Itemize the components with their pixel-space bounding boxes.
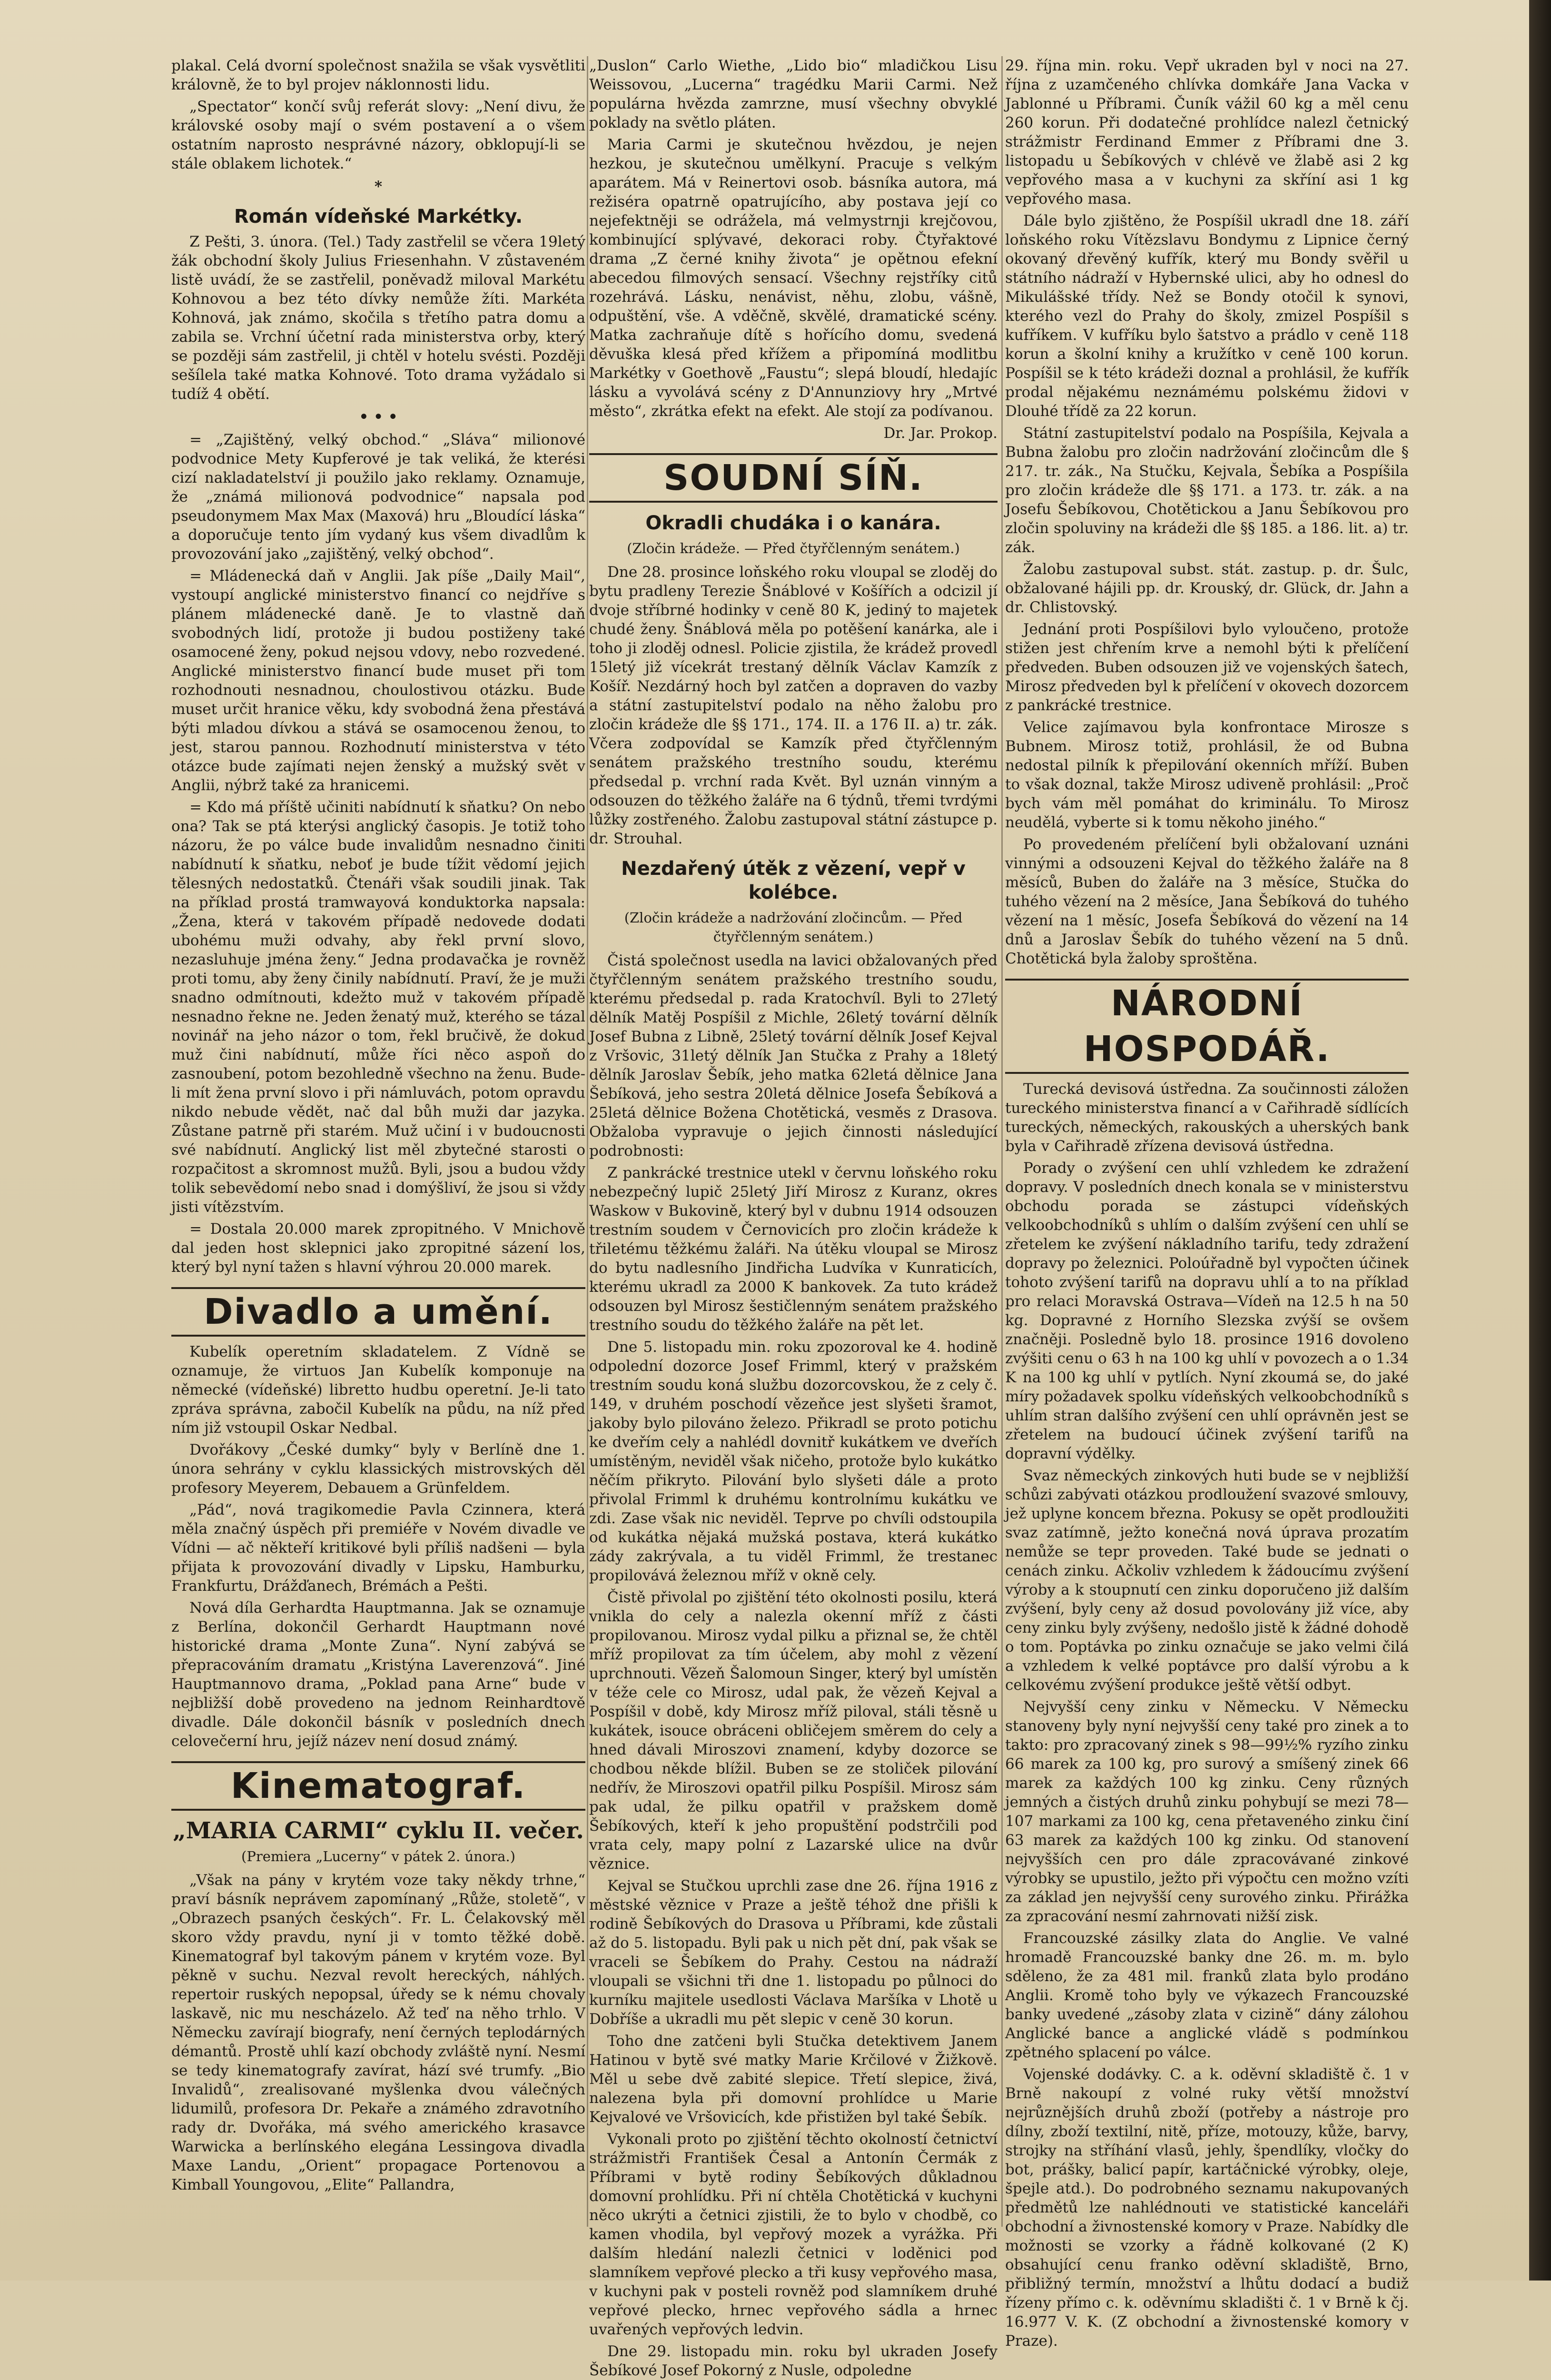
article-text: = Kdo má příště učiniti nabídnutí k sňatku? On nebo ona? Tak se ptá kterýsi anglický časopis. Je totiž toho názoru, že po válce bude invalidům nesnadno činiti nabídnutí k sňatku, neboť je bude tížit vědomí jejich tělesných nedostatků. Čtenáři však soudili jinak. Tak na příklad prostá tramwayová konduktorka napsala: „Žena, která v takovém případě nedovede dodati ubohému muži odvahy, aby řekl první slovo, nezasluhuje jména ženy.“ Jedna prodavačka je rovněž proti tomu, aby ženy činily nabídnutí. Praví, že je muži snadno odmítnouti, kdežto muž v takovém případě nesnadno řekne ne. Jeden ženatý muž, kterého se tázal novinář na jeho názor o tom, řekl bručivě, že dokud muž čini nabídnutí, může říci něco aspoň do zasnoubení, potom bezohledně všechno na ženu. Bude-li mít žena první slovo i při námluvách, potom opravdu nikdo nebude vědět, nač dal bůh muži dar jazyka. Zůstane patrně při starém. Muž učiní i v budoucnosti své nabídnutí. Anglický list měl zbytečné starosti o rozpačitost a skromnost mužů. Byli, jsou a budou vždy tolik sebevědomí nebo snad i domýšliví, že jsou si vždy jisti vítězstvím. [171,799,585,1216]
news-item: „Pád“, nová tragikomedie Pavla Czinnera, která měla značný úspěch při premiéře v Novém divadle ve Vídni — ač někteří kritikové byli příliš nadšeni — byla přijata k provozování divadly v Lipsku, Hamburku, Frankfurtu, Drážďanech, Brémách a Pešti. [171,1501,585,1595]
section-banner-narodni: NÁRODNÍ HOSPODÁŘ. [1005,979,1409,1074]
article-text: Kejval se Stučkou uprchli zase dne 26. října 1916 z městské věznice v Praze a ještě téhož dne přišli k rodině Šebíkových do Drasova u Příbrami, kde zůstali až do 5. listopadu. Byli pak u nich pět dní, pak však se vraceli se Šebíkem do Prahy. Cestou na nádraží vloupali se všichni tři dne 1. listopadu po půlnoci do kurníku majitele usedlosti Václava Maršíka v Lhotě u Dobříše a ukradli mu pět slepic v ceně 30 korun. [589,1877,998,2028]
article-text: Toho dne zatčeni byli Stučka detektivem Janem Hatinou v bytě své matky Marie Krčilové v Žižkově. Měl u sebe dvě zabité slepice. Třetí slepice, živá, nalezena byla při domovní prohlídce u Marie Kejvalové ve Vršovicích, kde přistižen byl také Šebík. [589,2033,998,2126]
article-text: Porady o zvýšení cen uhlí vzhledem ke zdražení dopravy. V posledních dnech konala se v ministerstvu obchodu porada se zástupci vídeňských velkoobchodníků s uhlím o dalším zvýšení cen uhlí se zřetelem ke zvýšení nákladního tarifu, tedy zdražení dopravy po železnici. Poloúřadně byl vypočten účinek tohoto zvýšení tarifů na dopravu uhlí a to na příklad pro relaci Moravská Ostrava—Vídeň na 12.5 h na 50 kg. Dopravné z Horního Slezska zvýší se ovšem značněji. Posledně bylo 18. prosince 1916 dovoleno zvýšiti cenu o 63 h na 100 kg uhlí v povozech a o 1.34 K na 100 kg uhlí v pytlích. Nyní zkoumá se, do jaké míry požadavek spolku vídeňských velkoobchodníků s uhlím stran dalšího zvýšení cen uhlí oprávněn jest se zřetelem na budoucí účinek zvýšení tarifů na dopravní výdělky. [1005,1160,1409,1462]
separator-star: * [374,178,383,195]
column-right [1005,56,1409,2350]
article-text: = Mládenecká daň v Anglii. Jak píše „Daily Mail“, vystoupí anglické ministerstvo financí co nejdříve s plánem mládenecké daně. Je to vlastně daň svobodných lidí, protože ji budou postiženy také osamocené ženy, pokud nejsou vdovy, nebo rozvedené. Anglické ministerstvo financí bude muset při tom rozhodnouti nesnadnou, choulostivou otázku. Bude muset určit hranice věku, kdy svobodná žena přestává býti mladou dívkou a stává se osamocenou ženou, to jest, starou pannou. Rozhodnutí ministerstva v této otázce bude zajímati nejen ženský a mužský svět v Anglii, nýbrž také za hranicemi. [171,567,585,794]
article-text: Maria Carmi je skutečnou hvězdou, je nejen hezkou, je skutečnou umělkyní. Pracuje s velkým aparátem. Má v Reinertovi osob. básníka autora, má režiséra opatrně opatrujícího, aby postava její co nejefektněji se odrážela, má velmystrnji krejčovou, kombinující splývavé, dekoraci roby. Čtyřaktové drama „Z černé knihy života“ je opětnou efekní abecedou filmových sensací. Všechny rejstříky citů rozehrává. Lásku, nenávist, něhu, zlobu, vášně, odpuštění, vše. A vděčně, skvělé, dramatické scény. Matka zachraňuje dítě s hořícího domu, svedená děvuška klesá před křížem a připomíná modlitbu Markétky v Goethově „Faustu“; slepá bloudí, hledajíc lásku a vyvolává scény z D'Annunziovy hry „Mrtvé město“, zkrátka efekt na efekt. Ale stojí za podívanou. [589,136,998,420]
article-text: Velice zajímavou byla konfrontace Mirosze s Bubnem. Mirosz totiž, prohlásil, že od Bubna nedostal pilník k přepilování okenních mříží. Buben to však doznal, takže Mirosz udiveně prohlásil: „Proč bych vám měl pomáhat do kriminálu. To Mirosz neudělá, vyberte si k tomu někoho jiného.“ [1005,719,1409,831]
article-text: Po provedeném přelíčení byli obžalovaní uznáni vinnými a odsouzeni Kejval do těžkého žaláře na 8 měsíců, Buben do žaláře na 3 měsíce, Stučka do tuhého vězení na 2 měsíce, Jana Šebíková do tuhého vězení na 1 měsíc, Josefa Šebíková do vězení na 14 dnů a Jaroslav Šebík do tuhého vězení na 5 dnů. Chotětická byla žaloby sproštěna. [1005,836,1409,967]
article-text: Turecká devisová ústředna. Za součinnosti záložen tureckého ministerstva financí a v Cařihradě sídlících tureckých, německých, rakouských a uherských bank byla v Cařihradě zřízena devisová ústředna. [1005,1081,1409,1155]
separator-dots: • • • [359,408,398,426]
news-item: Nová díla Gerhardta Hauptmanna. Jak se oznamuje z Berlína, dokončil Gerhardt Hauptmann nové historické drama „Monte Zuna“. Nyní zabývá se přepracováním dramatu „Kristýna Laverenzová“. Jiné Hauptmannovo drama, „Poklad pana Arne“ bude v nejbližší době provedeno na jednom Reinhardtově divadle. Dále dokončil básník v posledních dnech celovečerní hru, jejíž název není dosud známý. [171,1599,585,1750]
article-heading: Nezdařený útěk z vězení, vepř v kolébce. [621,858,966,903]
article-text: Dne 5. listopadu min. roku zpozoroval ke 4. hodině odpolední dozorce Josef Frimml, který v pražském trestním soudu koná službu dozorcovskou, že z cely č. 149, v druhém poschodí vězeňce jest slyšeti šramot, jakoby bylo pilováno železo. Přikradl se proto potichu ke dveřím cely a nahlédl dovnitř kukátkem ve dveřích umístěným, neviděl však ničeho, protože bylo kukátko něčím přikryto. Pilování bylo slyšeti dále a proto přivolal Frimml k druhému kontrolnímu kukátku ve zdi. Zase však nic neviděl. Teprve po chvíli odstoupila od kukátka nějaká mužská postava, která kukátko zády zakrývala, a tu viděl Frimml, že trestanec propilovává železnou mříž v okně cely. [589,1339,998,1584]
article-text: Vojenské dodávky. C. a k. oděvní skladiště č. 1 v Brně nakoupí z volné ruky větší množství nejrůznějších druhů zboží (potřeby a nástroje pro dílny, zboží textilní, nitě, příze, motouzy, kůže, barvy, strojky na stříhání vlasů, jehly, špendlíky, vločky do bot, prášky, balicí papír, kartáčnické výrobky, oleje, špejle atd.). Do podrobného seznamu nakupovaných předmětů lze nahlédnouti ve statistické kanceláři obchodní a živnostenské komory v Praze. Nabídky dle možnosti se vzorky a řádně kolkované (2 K) obsahující cenu franko oděvní skladiště, Brno, přibližný termín, množství a lhůtu dodací a budiž řízeny přímo c. k. oděvnímu skladišti č. 1 v Brně k čj. 16.977 V. K. (Z obchodní a živnostenské komory v Praze). [1005,2066,1409,2350]
news-item: Kubelík operetním skladatelem. Z Vídně se oznamuje, že virtuos Jan Kubelík komponuje na německé (vídeňské) libretto hudbu operetní. Je-li tato zpráva správna, zabočil Kubelík na půdu, na níž před ním již vstoupil Oskar Nedbal. [171,1343,585,1437]
article-text: Státní zastupitelství podalo na Pospíšila, Kejvala a Bubna žalobu pro zločin nadržování zločincům dle § 217. tr. zák., Na Stučku, Kejvala, Šebíka a Pospíšila pro zločin krádeže dle §§ 171. a 173. tr. zák. a na Josefu Šebíkovou, Chotětickou a Janu Šebíkovou pro zločin spoluviny na krádeži dle §§ 185. a 186. lit. a) tr. zák. [1005,425,1409,556]
article-signature: Dr. Jar. Prokop. [883,425,998,442]
article-text: Vykonali proto po zjištění těchto okolností četnictví strážmistři František Česal a Antonín Čermák z Příbrami v bytě rodiny Šebíkových důkladnou domovní prohlídku. Při ní chtěla Chotětická v kuchyni něco ukrýti a četnici zjistili, že to bylo v chodbě, co kamen vhodila, byl vepřový mozek a vyrážka. Při dalším hledání nalezli četnici v loděnici pod slamníkem vepřové plecko a tři kusy vepřového masa, v kuchyni pak v posteli rovněž pod slamníkem druhé vepřové plecko, hrnec vepřového sádla a hrnec uvařených vepřových ledvin. [589,2131,998,2338]
article-text: Dne 29. listopadu min. roku byl ukraden Josefy Šebíkové Josef Pokorný z Nusle, odpoledne [589,2343,998,2379]
article-text: = Dostala 20.000 marek zpropitného. V Mnichově dal jeden host sklepnici jako zpropitné sázení los, který byl nyní tažen s hlavní výhrou 20.000 marek. [171,1220,585,1276]
article-text: „Spectator“ končí svůj referát slovy: „Není divu, že královské osoby mají o svém postavení a o všem ostatním naprosto nesprávné názory, obklopují-li se stále oblakem lichotek.“ [171,98,585,172]
article-subheading: (Zločin krádeže. — Před čtyřčlenným senátem.) [627,540,960,556]
article-text: Čistá společnost usedla na lavici obžalovaných před čtyřčlenným senátem pražského trestního soudu, kterému předsedal p. rada Kratochvíl. Byli to 27letý dělník Matěj Pospíšil z Michle, 26letý tovární dělník Josef Bubna z Libně, 25letý tovární dělník Josef Kejval z Vršovic, 31letý dělník Jan Stučka z Prahy a 18letý dělník Jaroslav Šebík, jeho matka 62letá dělnice Jana Šebíková, jeho sestra 20letá dělnice Josefa Šebíková a 25letá dělnice Božena Chotětická, vesměs z Drasova. Obžaloba vypravuje o jejich činnosti následující podrobnosti: [589,952,998,1160]
article-subheading: (Zločin krádeže a nadržování zločincům. — Před čtyřčlenným senátem.) [624,910,963,945]
article-text: Jednání proti Pospíšilovi bylo vyloučeno, protože stižen jest chřením krve a nemohl býti k přelíčení předveden. Buben odsouzen již ve vojenských šatech, Mirosz předveden byl k přelíčení v okovech dozorcem z pankrácké trestnice. [1005,621,1409,714]
article-text: Z Pešti, 3. února. (Tel.) Tady zastřelil se včera 19letý žák obchodní školy Julius Friesenhahn. V zůstaveném listě uvádí, že se zastřelil, poněvadž miloval Markétu Kohnovou a bez této dívky nemůže žíti. Markéta Kohnová, jak známo, skočila s třetího patra domu a zabila se. Vrchní účetní rada ministerstva orby, který se později sám zastřelil, ji chtěl v hotelu svésti. Později sešílela také matka Kohnové. Toto drama vyžádalo si tudíž 4 obětí. [171,233,585,403]
column-rule [1001,56,1003,2227]
column-rule [587,56,588,2227]
section-banner-divadlo: Divadlo a umění. [171,1287,585,1337]
article-heading: Okradli chudáka i o kanára. [645,512,941,534]
article-text: 29. října min. roku. Vepř ukraden byl v noci na 27. října z uzamčeného chlívka domkáře Jana Vacka v Jablonné u Příbrami. Čuník vážil 60 kg a měl cenu 260 korun. Při dodatečné prohlídce nalezl četnický strážmistr Ferdinand Emmer z Příbrami dne 3. listopadu u Šebíkových v chlévě ve žlabě asi 2 kg vepřového masa a v kuchyni za skříní asi 1 kg vepřového masa. [1005,57,1409,208]
section-banner-soudni: SOUDNÍ SÍŇ. [589,453,998,503]
column-middle [589,56,998,2379]
article-heading: „MARIA CARMI“ cyklu II. večer. [173,1817,584,1844]
article-text: Dále bylo zjištěno, že Pospíšil ukradl dne 18. září loňského roku Vítězslavu Bondymu z Lipnice černý okovaný dřevěný kufřík, který mu Bondy svěřil u státního nádraží v Hybernské ulici, aby ho odnesl do Mikulášské třídy. Než se Bondy otočil k synovi, kterého vezl do Prahy do školy, zmizel Pospíšil s kufříkem. V kufříku bylo šatstvo a prádlo v ceně 118 korun a školní knihy a kružítko v ceně 100 korun. Pospíšil se k této krádeži doznal a prohlásil, že kufřík prodal nějakému neznámému polskému židovi v Dlouhé třídě za 22 korun. [1005,212,1409,420]
article-text: Z pankrácké trestnice utekl v červnu loňského roku nebezpečný lupič 25letý Jiří Mirosz z Kuranz, okres Waskow v Bukovině, který byl v dubnu 1914 odsouzen trestním soudem v Černovicích pro zločin krádeže k třiletému těžkému žaláři. Na útěku vloupal se Mirosz do bytu nadlesního Jindřicha Ludvíka v Kunraticích, kterému ukradl za 2000 K bankovek. Za tuto krádež odsouzen byl Mirosz šestičlenným senátem pražského trestního soudu do těžkého žaláře na pět let. [589,1164,998,1334]
article-text: „Duslon“ Carlo Wiethe, „Lido bio“ mladičkou Lisu Weissovou, „Lucerna“ tragédku Marii Carmi. Než populárna hvězda zamrzne, musí všechny obvyklé poklady na světlo pláten. [589,57,998,131]
section-banner-kinematograf: Kinematograf. [171,1761,585,1811]
article-text: „Však na pány v krytém voze taky někdy trhne,“ praví básník neprávem zapomínaný „Růže, stoletě“, v „Obrazech psaných českých“. Fr. L. Čelakovský měl skoro vždy pravdu, nyní ji v tomto těžké době. Kinematograf byl takovým pánem v krytém voze. Byl pěkně v suchu. Nezval revolt hereckých, náhlých. repertoir ruských nepopsal, úředy se k nému chovaly laskavě, nic mu nescházelo. Až teď na něho trhlo. V Německu zavírají biografy, není černých teplodárných démantů. Prostě uhlí kazí obchody zvláště nyní. Nesmí se tedy kinematografy zavírat, hází své trumfy. „Bio Invalidů“, zrealisované myšlenka dvou válečných lidumilů, profesora Dr. Pekaře a známého zdravotního rady dr. Dvořáka, má svého amerického krasavce Warwicka a berlínského elegána Lessingova divadla Maxe Landu, „Orient“ propagace Portenovou a Kimball Youngovou, „Elite“ Pallandra, [171,1872,585,2193]
article-text: Francouzské zásilky zlata do Anglie. Ve valné hromadě Francouzské banky dne 26. m. m. bylo sděleno, že za 481 mil. franků zlata bylo prodáno Anglii. Kromě toho byly ve výkazech Francouzské banky uvedené „zásoby zlata v cizině“ dány zálohou Anglické bance a anglické vládě s podmínkou zpětného splacení po válce. [1005,1930,1409,2061]
article-text: Svaz německých zinkových huti bude se v nejbližší schůzi zabývati otázkou prodloužení svazové smlouvy, jež uplyne koncem března. Pokusy se opět prodloužiti svaz zatímně, ježto konečná nová úprava prozatím nemůže se tepr proveden. Také bude se jednati o cenách zinku. Ačkoliv vzhledem k žádoucímu zvýšení výroby a k stoupnutí cen zinku doporučeno již dalším zvýšení, byly ceny až dosud povolovány již více, aby ceny zinku byly zvýšeny, nedošlo jistě k žádné dohodě o tom. Poptávka po zinku označuje se jako velmi čilá a vzhledem k velké poptávce pro další výrobu a k celkovému zvýšení produkce ještě větší odbyt. [1005,1467,1409,1694]
article-text: = „Zajištěný, velký obchod.“ „Sláva“ milionové podvodnice Mety Kupferové je tak veliká, že kterési cizí nakladatelství ji použilo jako reklamy. Oznamuje, že „známá milionová podvodnice“ napsala pod pseudonymem Max Max (Maxová) hru „Bloudící láska“ a doporučuje tento jím vydaný kus všem divadlům k provozování jako „zajištěný, velký obchod“. [171,431,585,563]
news-item: Dvořákovy „České dumky“ byly v Berlíně dne 1. února sehrány v cyklu klassických mistrovských děl profesory Meyerem, Debauem a Grünfeldem. [171,1441,585,1497]
column-left [171,56,585,2227]
article-text: Dne 28. prosince loňského roku vloupal se zloděj do bytu pradleny Terezie Šnáblové v Košířích a odcizil jí dvoje stříbrné hodinky v ceně 80 K, jediný to majetek chudé ženy. Šnáblová měla po potěšení kanárka, ale i toho ji zloděj odnesl. Policie zjistila, že krádež provedl 15letý již vícekrát trestaný dělník Václav Kamzík z Košíř. Nezdárný hoch byl zatčen a dopraven do vazby a státní zastupitelství podalo na něho žalobu pro zločin krádeže dle §§ 171., 174. II. a 176 II. a) tr. zák. Včera zodpovídal se Kamzík před čtyřčlenným senátem pražského trestního soudu, kterému předsedal p. vrchní rada Květ. Byl uznán vinným a odsouzen do těžkého žaláře na 6 týdnů, třemi tvrdými lůžky zostřeného. Žalobu zastupoval státní zástupce p. dr. Strouhal. [589,564,998,847]
article-text: Žalobu zastupoval subst. stát. zastup. p. dr. Šulc, obžalované hájili pp. dr. Krouský, dr. Glück, dr. Jahn a dr. Chlistovský. [1005,561,1409,616]
article-subheading: (Premiera „Lucerny“ v pátek 2. února.) [241,1848,515,1864]
article-text: Nejvyšší ceny zinku v Německu. V Německu stanoveny byly nyní nejvyšší ceny také pro zinek a to takto: pro zpracovaný zinek s 98—99½% ryzího zinku 66 marek za 100 kg, pro surový a smíšený zinek 66 marek za každých 100 kg zinku. Ceny různých jemných a čistých druhů zinku pohybují se mezi 78—107 markami za 100 kg, cena přetaveného zinku činí 63 marek za každých 100 kg zinku. Od stanovení nejvyšších cen pro dále zpracovávané zinkové výrobky se upustilo, ježto při výpočtu cen možno vzíti za základ jen nejvyšší ceny surového zinku. Přirážka za zpracování nesmí zahrnovati nižší zisk. [1005,1698,1409,1925]
page-edge [1529,0,1551,2281]
article-text: plakal. Celá dvorní společnost snažila se však vysvětliti královně, že to byl projev náklonnosti lidu. [171,57,585,93]
article-text: Čistě přivolal po zjištění této okolnosti posilu, která vnikla do cely a nalezla okenní mříž z části propilovanou. Mirosz vydal pilku a přiznal se, že chtěl mříž propilovat za tím účelem, aby mohl z vězení uprchnouti. Vězeň Šalomoun Singer, který byl umístěn v téže cele co Mirosz, udal pak, že vězeň Kejval a Pospíšil v době, kdy Mirosz mříž piloval, stáli těsně u kukátek, isouce obráceni obličejem směrem do cely a hned dávali Miroszovi znamení, kdyby dozorce se chodbou někde blížil. Buben se ze stoliček pilování nedřív, že Miroszovi opatřil pilku Pospíšil. Mirosz sám pak udal, že pilku opatřil v pražskem domě Šebíkových, kteří k jeho propuštění podstrčili pod vrata cely, mapy polní z Lazarské ulice na dvůr věznice. [589,1589,998,1873]
article-heading: Román vídeňské Markétky. [234,206,523,228]
